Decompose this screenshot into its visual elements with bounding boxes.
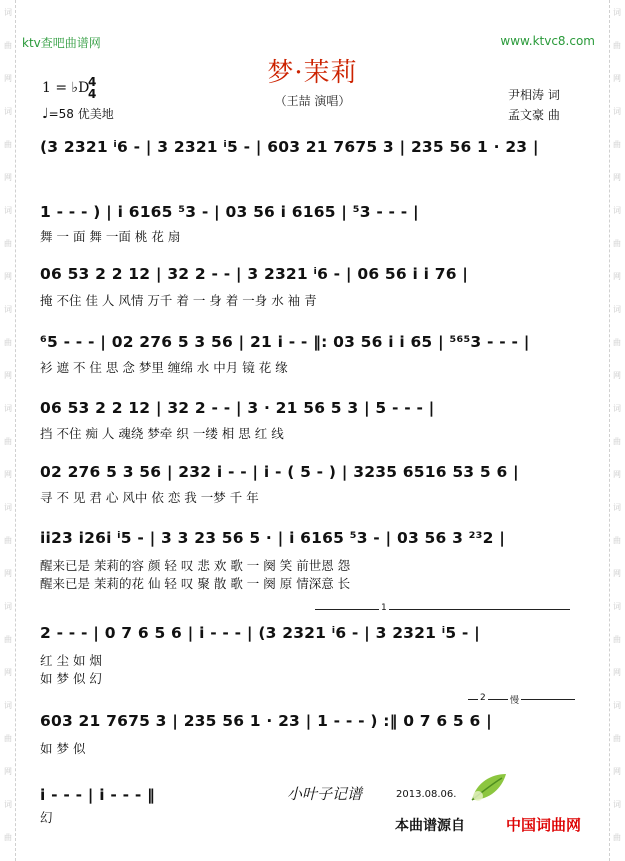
notation-line: 06 53 2 2 12 | 32 2 - - | 3 · 21 56 5 3 | 5 - - - | [40, 399, 435, 417]
watermark-glyph: 词 [4, 602, 12, 611]
watermark-glyph: 词 [613, 107, 621, 116]
watermark-glyph: 网 [4, 272, 12, 281]
watermark-glyph: 曲 [4, 140, 12, 149]
composer-credit: 孟文豪 曲 [508, 108, 560, 122]
second-ending-label: 2 [480, 693, 486, 703]
left-watermark-strip [0, 0, 16, 861]
notation-line: ii23 i26i ⁱ5 - | 3 3 23 56 5 · | i 6165 ⁵3 - | 03 56 3 ²³2 | [40, 529, 506, 547]
watermark-glyph: 曲 [613, 140, 621, 149]
right-watermark-strip [609, 0, 625, 861]
watermark-glyph: 网 [4, 668, 12, 677]
notation-line: ⁶5 - - - | 02 276 5 3 56 | 21 i - - ‖: 03 56 i i 65 | ⁵⁶⁵3 - - - | [40, 333, 530, 351]
watermark-glyph: 曲 [613, 41, 621, 50]
key-signature: 1 = ♭D [42, 80, 90, 96]
watermark-glyph: 词 [613, 800, 621, 809]
notation-line: 1 - - - ) | i 6165 ⁵3 - | 03 56 i 6165 | ⁵3 - - - | [40, 203, 419, 221]
tempo-slow-label: 慢 [508, 693, 521, 706]
quarter-note-icon: ♩ [42, 106, 49, 122]
watermark-glyph: 网 [4, 569, 12, 578]
watermark-glyph: 词 [4, 503, 12, 512]
lyric-line-verse-2: 醒来已是 茉莉的花 仙 轻 叹 聚 散 歌 一 阕 原 情深意 长 [40, 576, 351, 591]
transcribe-date: 2013.08.06. [396, 789, 457, 800]
watermark-glyph: 网 [613, 767, 621, 776]
site-link-right[interactable]: www.ktvc8.com [500, 34, 595, 48]
watermark-glyph: 曲 [4, 239, 12, 248]
watermark-glyph: 词 [613, 305, 621, 314]
lyric-line-verse-2: 如 梦 似 幻 [40, 671, 102, 686]
site-link-left[interactable]: ktv查吧曲谱网 [22, 36, 101, 50]
notation-line: 02 276 5 3 56 | 232 i - - | i - ( 5 - ) | 3235 6516 53 5 6 | [40, 463, 519, 481]
watermark-glyph: 网 [4, 173, 12, 182]
watermark-glyph: 词 [4, 305, 12, 314]
watermark-glyph: 词 [4, 8, 12, 17]
watermark-glyph: 曲 [613, 437, 621, 446]
lyric-line: 掩 不住 佳 人 风情 万千 着 一 身 着 一身 水 袖 青 [40, 293, 317, 308]
watermark-glyph: 词 [613, 404, 621, 413]
notation-line: i - - - | i - - - ‖ [40, 786, 156, 804]
time-sig-bottom: 4 [88, 87, 97, 101]
watermark-glyph: 曲 [4, 41, 12, 50]
watermark-glyph: 词 [613, 8, 621, 17]
watermark-glyph: 网 [613, 569, 621, 578]
time-signature [88, 76, 96, 100]
watermark-glyph: 曲 [4, 338, 12, 347]
watermark-glyph: 网 [613, 173, 621, 182]
notation-line: 603 21 7675 3 | 235 56 1 · 23 | 1 - - - ) :‖ 0 7 6 5 6 | [40, 712, 492, 730]
leaf-icon [468, 770, 510, 804]
watermark-glyph: 曲 [613, 338, 621, 347]
notation-line: (3 2321 ⁱ6 - | 3 2321 ⁱ5 - | 603 21 7675 3 | 235 56 1 · 23 | [40, 138, 539, 156]
watermark-glyph: 词 [4, 800, 12, 809]
watermark-glyph: 曲 [613, 239, 621, 248]
lyric-line: 挡 不住 痴 人 魂绕 梦牵 织 一缕 相 思 红 线 [40, 426, 284, 441]
watermark-glyph: 曲 [4, 635, 12, 644]
first-ending-label: 1 [381, 603, 387, 613]
watermark-glyph: 网 [4, 371, 12, 380]
lyric-line-verse-1: 醒来已是 茉莉的容 颜 轻 叹 悲 欢 歌 一 阕 笑 前世恩 怨 [40, 558, 351, 573]
watermark-glyph: 词 [4, 107, 12, 116]
watermark-glyph: 网 [613, 371, 621, 380]
singer-credit: （王喆 演唱） [274, 94, 351, 108]
watermark-glyph: 网 [613, 74, 621, 83]
lyric-line: 如 梦 似 [40, 741, 86, 756]
watermark-glyph: 曲 [4, 833, 12, 842]
watermark-glyph: 网 [613, 470, 621, 479]
notation-line: 06 53 2 2 12 | 32 2 - - | 3 2321 ⁱ6 - | 06 56 i i 76 | [40, 265, 469, 283]
tempo-text: =58 优美地 [48, 107, 114, 121]
time-sig-top: 4 [88, 75, 97, 89]
lyricist-credit: 尹相涛 词 [508, 88, 560, 102]
watermark-glyph: 网 [613, 272, 621, 281]
lyric-line-verse-1: 红 尘 如 烟 [40, 653, 102, 668]
watermark-glyph: 词 [4, 206, 12, 215]
watermark-glyph: 曲 [4, 734, 12, 743]
watermark-glyph: 词 [613, 206, 621, 215]
transcriber-credit: 小叶子记谱 [287, 785, 363, 803]
watermark-glyph: 词 [613, 503, 621, 512]
watermark-glyph: 曲 [4, 536, 12, 545]
watermark-glyph: 曲 [613, 833, 621, 842]
watermark-glyph: 网 [4, 74, 12, 83]
second-ending-bracket [468, 693, 575, 706]
watermark-glyph: 曲 [613, 635, 621, 644]
watermark-glyph: 词 [613, 602, 621, 611]
song-title: 梦·茉莉 [267, 58, 358, 88]
watermark-glyph: 网 [4, 767, 12, 776]
lyric-line: 舞 一 面 舞 一面 桃 花 扇 [40, 229, 181, 244]
source-prefix: 本曲谱源自 [395, 818, 465, 834]
watermark-glyph: 词 [4, 701, 12, 710]
watermark-glyph: 网 [4, 470, 12, 479]
first-ending-bracket [315, 603, 570, 613]
watermark-glyph: 曲 [4, 437, 12, 446]
lyric-line: 寻 不 见 君 心 风中 依 恋 我 一梦 千 年 [40, 490, 259, 505]
lyric-line: 衫 遮 不 住 思 念 梦里 缠绵 水 中月 镜 花 缘 [40, 360, 288, 375]
watermark-glyph: 网 [613, 668, 621, 677]
lyric-line: 幻 [40, 810, 53, 825]
watermark-glyph: 词 [4, 404, 12, 413]
watermark-glyph: 曲 [613, 536, 621, 545]
watermark-glyph: 词 [613, 701, 621, 710]
watermark-glyph: 曲 [613, 734, 621, 743]
tempo-marking [42, 105, 114, 122]
source-site-link[interactable]: 中国词曲网 [506, 816, 582, 834]
notation-line: 2 - - - | 0 7 6 5 6 | i - - - | (3 2321 ⁱ6 - | 3 2321 ⁱ5 - | [40, 624, 480, 642]
